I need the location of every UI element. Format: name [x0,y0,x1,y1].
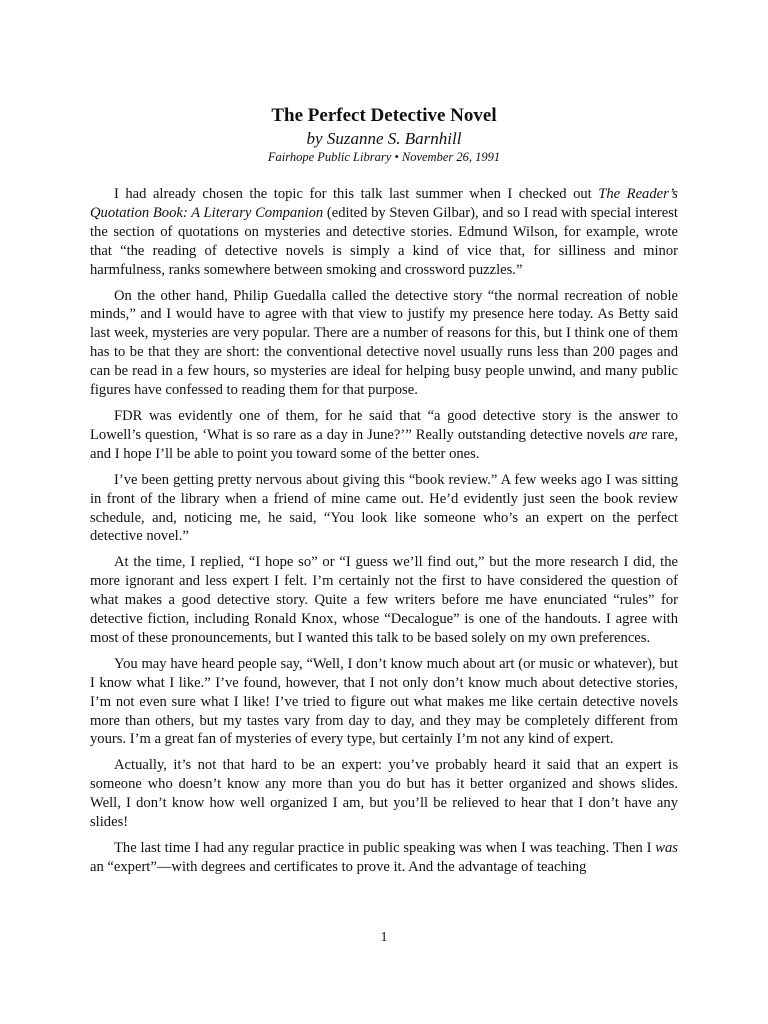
document-body [90,185,678,877]
text-segment: an “expert”—with degrees and certificates to prove it. And the advantage of teaching [90,858,587,875]
text-segment: You may have heard people say, “Well, I don’t know much about art (or music or whatever), but I know what I like.” I’ve found, however, that I not only don’t know much about detective stories, I’m not even sure what I like! I’ve tried to figure out what makes me like certain detective novels more than others, but my tastes vary from day to day, and they may be completely different from yours. I’m a great fan of mysteries of every type, but certainly I’m not any kind of expert. [90,655,678,748]
paragraph [90,185,678,280]
text-segment: The last time I had any regular practice in public speaking was when I was teaching. Then I [114,840,656,856]
book-title-text: The Reader’s Quotation Book: A Literary Companion [90,186,678,221]
paragraph [90,471,678,547]
paragraph [90,839,678,877]
text-segment: FDR was evidently one of them, for he said that “a good detective story is the answer to Lowell’s question, ‘What is so rare as a day in June?’” Really outstanding detective novels [90,407,678,443]
text-segment: rare, and I hope I’ll be able to point you toward some of the better ones. [90,426,678,462]
emphasis-text: are [628,426,648,443]
paragraph [90,655,678,750]
venue-date-line: Fairhope Public Library • November 26, 1991 [267,150,501,164]
emphasis-text: was [655,840,678,856]
paragraph [90,407,678,464]
author-byline: by Suzanne S. Barnhill [306,129,462,148]
text-segment: (edited by Steven Gilbar), and so I read with special interest the section of quotations on mysteries and detective stories. Edmund Wilson, for example, wrote that “the reading of detective novels is simply a kind of vice that, for silliness and minor harmfulness, ranks somewhere between smoking and crossword puzzles.” [90,204,678,278]
paragraph [90,756,678,832]
paragraph [90,287,678,400]
page-number: 1 [380,930,388,945]
text-segment: On the other hand, Philip Guedalla called the detective story “the normal recreation of noble minds,” and I would have to agree with that view to justify my presence here today. As Betty said last week, mysteries are very popular. There are a number of reasons for this, but I think one of them has to be that they are short: the conventional detective novel usually runs less than 200 pages and can be read in a few hours, so mysteries are ideal for helping busy people unwind, and many public figures have confessed to reading them for that purpose. [90,287,678,399]
text-segment: Actually, it’s not that hard to be an expert: you’ve probably heard it said that an expert is someone who doesn’t know any more than you do but has it better organized and shows slides. Well, I don’t know how well organized I am, but you’ll be relieved to hear that I don’t have any slides! [90,757,678,831]
text-segment: I’ve been getting pretty nervous about giving this “book review.” A few weeks ago I was sitting in front of the library when a friend of mine came out. He’d evidently just seen the book review schedule, and, noticing me, he said, “You look like someone who’s an expert on the perfect detective novel.” [90,471,678,545]
paragraph [90,553,678,648]
document-title: The Perfect Detective Novel [271,105,497,126]
document-page [90,0,678,1024]
text-segment: I had already chosen the topic for this talk last summer when I checked out [114,186,599,202]
document-header [90,104,678,165]
text-segment: At the time, I replied, “I hope so” or “I guess we’ll find out,” but the more research I did, the more ignorant and less expert I felt. I’m certainly not the first to have considered the question of what makes a good detective story. Quite a few writers before me have enunciated “rules” for detective fiction, including Ronald Knox, whose “Decalogue” is one of the handouts. I agree with most of these pronouncements, but I wanted this talk to be based solely on my own preferences. [90,554,678,646]
